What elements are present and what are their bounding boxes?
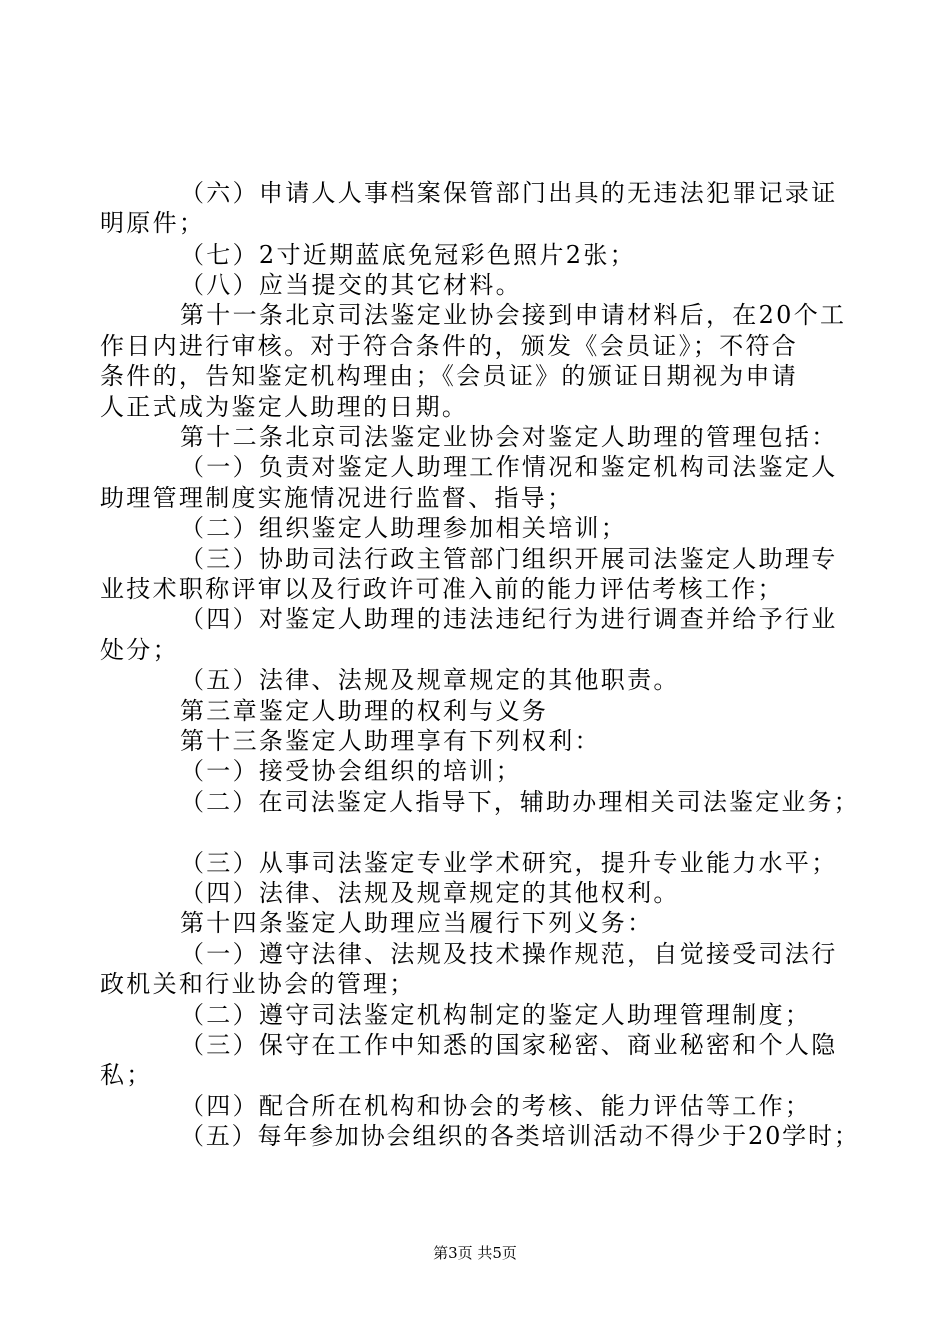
text-line: 政机关和行业协会的管理； <box>100 970 416 998</box>
text-line: 作日内进行审核。对于符合条件的，颁发《会员证》；不符合 <box>100 332 799 360</box>
text-line: 私； <box>100 1061 153 1089</box>
text-line: 第十三条鉴定人助理享有下列权利： <box>180 727 601 755</box>
chapter-heading: 第三章鉴定人助理的权利与义务 <box>180 697 549 725</box>
text-line: 业技术职称评审以及行政许可准入前的能力评估考核工作； <box>100 575 784 603</box>
text-line: （一）遵守法律、法规及技术操作规范，自觉接受司法行 <box>180 940 838 968</box>
text-line: （四）对鉴定人助理的违法违纪行为进行调查并给予行业 <box>180 605 838 633</box>
text-line: 条件的，告知鉴定机构理由；《会员证》的颁证日期视为申请 <box>100 362 799 390</box>
text-line: （一）接受协会组织的培训； <box>180 757 522 785</box>
text-line: （五）法律、法规及规章规定的其他职责。 <box>180 666 680 694</box>
text-line: （六）申请人人事档案保管部门出具的无违法犯罪记录证 <box>180 179 838 207</box>
text-line: （二）遵守司法鉴定机构制定的鉴定人助理管理制度； <box>180 1001 812 1029</box>
text-line: （七）2寸近期蓝底免冠彩色照片2张； <box>180 241 636 269</box>
page-number-footer: 第3页 共5页 <box>433 1244 517 1262</box>
text-line: （二）组织鉴定人助理参加相关培训； <box>180 514 628 542</box>
text-line: （一）负责对鉴定人助理工作情况和鉴定机构司法鉴定人 <box>180 453 838 481</box>
text-line: 第十四条鉴定人助理应当履行下列义务： <box>180 909 654 937</box>
text-line: 第十一条北京司法鉴定业协会接到申请材料后，在20个工 <box>180 301 847 329</box>
text-line: （三）保守在工作中知悉的国家秘密、商业秘密和个人隐 <box>180 1031 838 1059</box>
text-line: 第十二条北京司法鉴定业协会对鉴定人助理的管理包括： <box>180 423 838 451</box>
text-line: （四）配合所在机构和协会的考核、能力评估等工作； <box>180 1092 812 1120</box>
text-line: 人正式成为鉴定人助理的日期。 <box>100 393 469 421</box>
text-line: （五）每年参加协会组织的各类培训活动不得少于20学时； <box>180 1122 860 1150</box>
text-line: （二）在司法鉴定人指导下，辅助办理相关司法鉴定业务； <box>180 788 860 816</box>
text-line: （四）法律、法规及规章规定的其他权利。 <box>180 879 680 907</box>
text-line: （八）应当提交的其它材料。 <box>180 271 522 299</box>
text-line: 明原件； <box>100 209 206 237</box>
text-line: 助理管理制度实施情况进行监督、指导； <box>100 484 574 512</box>
text-line: （三）协助司法行政主管部门组织开展司法鉴定人助理专 <box>180 545 838 573</box>
text-line: （三）从事司法鉴定专业学术研究，提升专业能力水平； <box>180 849 838 877</box>
text-line: 处分； <box>100 636 179 664</box>
